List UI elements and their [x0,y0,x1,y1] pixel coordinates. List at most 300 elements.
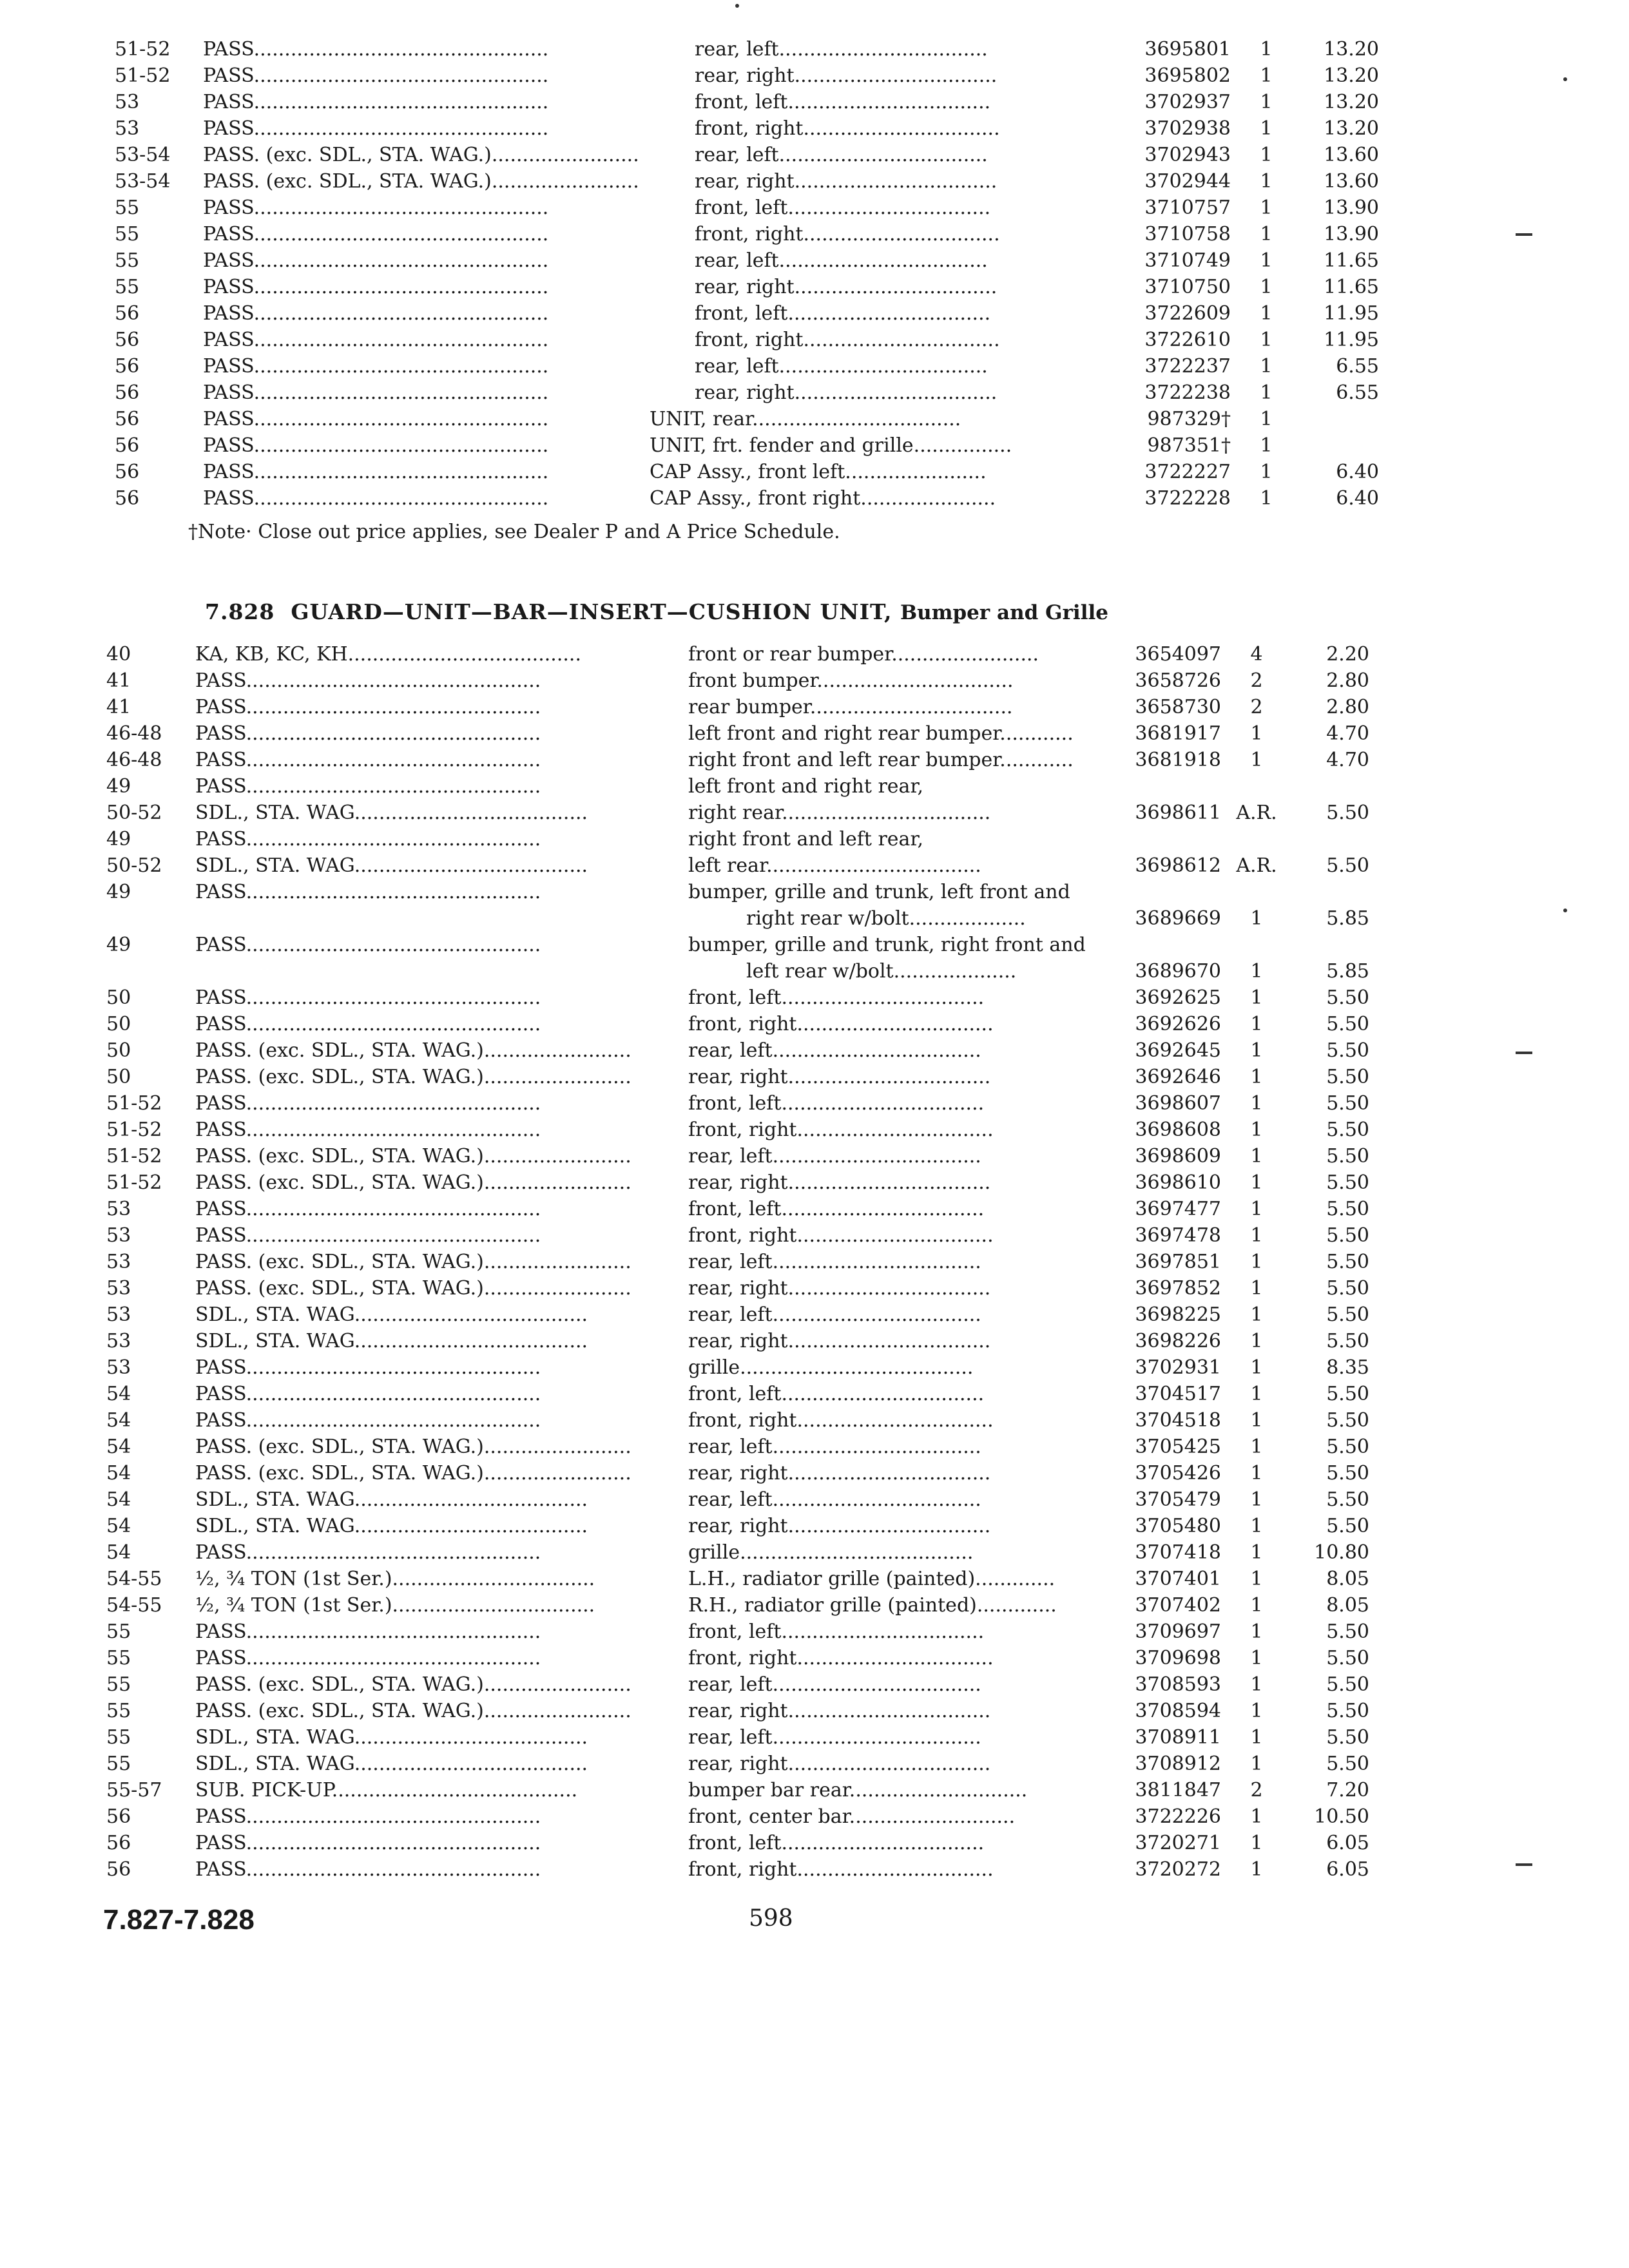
price-cell: 5.50 [1326,1409,1369,1432]
quantity-cell: 1 [1250,1858,1263,1881]
table-row [0,1328,1629,1354]
model-cell: PASS................................................ [195,1858,541,1881]
description-cell: rear, right................................. [688,1277,991,1300]
table-row [0,694,1629,720]
model-cell: PASS................................................ [203,64,549,87]
table-row [0,380,1629,406]
quantity-cell: 1 [1260,276,1273,298]
scan-margin-mark [1516,1052,1532,1054]
description-cell: rear, right................................. [688,1066,991,1088]
quantity-cell: A.R. [1236,802,1277,824]
table-row [0,852,1629,879]
part-number-cell: 3698611 [1135,802,1221,824]
quantity-cell: 1 [1260,197,1273,219]
table-row [0,932,1629,985]
model-cell: PASS. (exc. SDL., STA. WAG.)........................ [195,1066,631,1088]
table-row [0,879,1629,932]
part-number-cell: 3689670 [1135,960,1221,983]
year-cell: 50 [106,986,131,1009]
year-cell: 55 [106,1620,131,1643]
description-cell: L.H., radiator grille (painted)............. [688,1568,1055,1590]
description-cell: front, left................................. [695,91,991,113]
part-number-cell: 3708911 [1135,1726,1221,1749]
description-cell: front, right................................ [688,1224,994,1247]
part-number-cell: 3811847 [1135,1779,1221,1802]
description-cell: left rear................................... [688,854,981,877]
part-number-cell: 3654097 [1135,643,1221,666]
table-row [0,1777,1629,1803]
model-cell: PASS................................................ [203,487,549,510]
table-row [0,36,1629,62]
part-number-cell: 3707402 [1135,1594,1221,1617]
part-number-cell: 3702931 [1135,1356,1221,1379]
quantity-cell: 1 [1250,1224,1263,1247]
price-cell: 5.50 [1326,1039,1369,1062]
model-cell: SDL., STA. WAG...................................... [195,1515,588,1537]
table-row [0,432,1629,459]
year-cell: 56 [115,381,140,404]
part-number-cell: 3722228 [1144,487,1231,510]
table-row [0,115,1629,142]
price-cell: 5.50 [1326,1753,1369,1775]
model-cell: PASS. (exc. SDL., STA. WAG.)........................ [195,1462,631,1485]
model-cell: PASS................................................ [195,775,541,798]
quantity-cell: 1 [1260,487,1273,510]
description-line: bumper, grille and trunk, right front and [688,934,1086,956]
price-cell: 5.85 [1326,907,1369,930]
price-cell: 5.50 [1326,1119,1369,1141]
description-cell [688,932,1159,985]
year-cell: 53 [106,1330,131,1352]
table-row [0,327,1629,353]
year-cell: 53 [106,1356,131,1379]
part-number-cell: 3702944 [1144,170,1231,193]
model-cell: PASS. (exc. SDL., STA. WAG.)........................ [195,1277,631,1300]
quantity-cell: 1 [1260,223,1273,245]
price-cell: 5.50 [1326,1330,1369,1352]
quantity-cell: 1 [1250,1647,1263,1669]
table-row [0,826,1629,852]
price-cell: 5.50 [1326,1277,1369,1300]
description-cell: rear, left.................................. [688,1436,981,1458]
part-number-cell: 3704518 [1135,1409,1221,1432]
part-number-cell: 3705426 [1135,1462,1221,1485]
description-cell [688,879,1159,932]
table-row [0,1698,1629,1724]
description-cell: CAP Assy., front right...................... [650,487,996,510]
year-cell: 50-52 [106,854,162,877]
part-number-cell: 3710757 [1144,197,1231,219]
year-cell: 50-52 [106,802,162,824]
table-row [0,747,1629,773]
price-cell: 5.50 [1326,854,1369,877]
quantity-cell: 2 [1250,696,1263,718]
description-cell: left front and right rear bumper............ [688,722,1074,745]
quantity-cell: 1 [1250,1620,1263,1643]
quantity-cell: 1 [1250,1673,1263,1696]
year-cell: 53 [115,91,140,113]
section-heading-7-828 [205,599,1108,624]
description-cell: rear, left.................................. [688,1251,981,1273]
table-row [0,62,1629,89]
price-cell: 5.50 [1326,1726,1369,1749]
description-cell: front, center bar........................... [688,1805,1016,1828]
part-number-cell: 3709698 [1135,1647,1221,1669]
model-cell: PASS. (exc. SDL., STA. WAG.)........................ [203,144,639,166]
price-cell: 6.05 [1326,1832,1369,1854]
model-cell: PASS................................................ [195,696,541,718]
model-cell: SDL., STA. WAG...................................... [195,1303,588,1326]
table-row [0,668,1629,694]
scan-speck [1563,908,1567,912]
table-row [0,1645,1629,1671]
price-cell: 5.50 [1326,1700,1369,1722]
model-cell: PASS................................................ [195,749,541,771]
part-number-cell: 3705425 [1135,1436,1221,1458]
quantity-cell: 1 [1250,1409,1263,1432]
quantity-cell: 1 [1260,329,1273,351]
description-cell: front, left................................. [688,1383,985,1405]
quantity-cell: 4 [1250,643,1263,666]
quantity-cell: 1 [1250,749,1263,771]
quantity-cell: 1 [1250,1462,1263,1485]
model-cell: PASS................................................ [203,117,549,140]
scan-margin-mark [1516,1863,1532,1866]
part-number-cell: 3705479 [1135,1488,1221,1511]
description-cell: rear, left.................................. [695,38,988,61]
price-cell: 5.50 [1326,1673,1369,1696]
table-row [0,89,1629,115]
table-row [0,1671,1629,1698]
part-number-cell: 987329† [1147,408,1231,430]
part-number-cell: 3697851 [1135,1251,1221,1273]
price-cell: 7.20 [1326,1779,1369,1802]
part-number-cell: 3658726 [1135,669,1221,692]
table-row [0,1275,1629,1302]
description-cell: rear, right................................. [688,1700,991,1722]
model-cell: PASS................................................ [195,722,541,745]
model-cell: PASS................................................ [203,381,549,404]
description-cell: rear, left.................................. [695,355,988,378]
price-cell: 5.50 [1326,1066,1369,1088]
table-row [0,1381,1629,1407]
year-cell: 50 [106,1066,131,1088]
part-number-cell: 3707401 [1135,1568,1221,1590]
model-cell: PASS. (exc. SDL., STA. WAG.)........................ [195,1673,631,1696]
description-cell: right front and left rear bumper............ [688,749,1074,771]
description-line: bumper, grille and trunk, left front and [688,881,1070,903]
price-cell: 2.20 [1326,643,1369,666]
quantity-cell: 1 [1260,64,1273,87]
year-cell: 54 [106,1488,131,1511]
model-cell: SDL., STA. WAG...................................... [195,802,588,824]
table-row [0,300,1629,327]
table-row [0,247,1629,274]
table-row [0,485,1629,512]
part-number-cell: 3702937 [1144,91,1231,113]
price-cell: 5.50 [1326,802,1369,824]
price-cell: 5.50 [1326,1515,1369,1537]
description-line: right rear w/bolt................... [746,907,1026,930]
year-cell: 54 [106,1462,131,1485]
part-number-cell: 3689669 [1135,907,1221,930]
table-row [0,274,1629,300]
price-cell: 5.50 [1326,1303,1369,1326]
table-row [0,1196,1629,1222]
model-cell: PASS................................................ [195,986,541,1009]
part-number-cell: 3710758 [1144,223,1231,245]
model-cell: SDL., STA. WAG...................................... [195,1330,588,1352]
description-cell: front, right................................ [688,1409,994,1432]
price-cell: 13.20 [1324,117,1379,140]
description-line: left rear w/bolt.................... [746,960,1017,983]
description-cell: CAP Assy., front left....................... [650,461,987,483]
model-cell: ½, ¾ TON (1st Ser.)................................. [195,1568,595,1590]
description-cell: front, right................................ [688,1013,994,1035]
price-cell: 13.60 [1324,144,1379,166]
description-cell: front, left................................. [695,197,991,219]
description-cell: rear, right................................. [688,1330,991,1352]
model-cell: SDL., STA. WAG...................................... [195,1726,588,1749]
model-cell: PASS................................................ [203,223,549,245]
price-cell: 5.50 [1326,1171,1369,1194]
model-cell: ½, ¾ TON (1st Ser.)................................. [195,1594,595,1617]
year-cell: 54 [106,1383,131,1405]
model-cell: PASS. (exc. SDL., STA. WAG.)........................ [203,170,639,193]
quantity-cell: 1 [1250,1303,1263,1326]
table-row [0,142,1629,168]
year-cell: 55 [106,1726,131,1749]
description-cell: front, right................................ [688,1858,994,1881]
part-number-cell: 3722227 [1144,461,1231,483]
year-cell: 56 [106,1805,131,1828]
year-cell: 49 [106,881,131,903]
part-number-cell: 3708593 [1135,1673,1221,1696]
quantity-cell: 1 [1260,434,1273,457]
quantity-cell: 1 [1250,960,1263,983]
description-cell: R.H., radiator grille (painted)............. [688,1594,1057,1617]
model-cell: PASS................................................ [195,1356,541,1379]
model-cell: PASS................................................ [195,1832,541,1854]
quantity-cell: 1 [1250,1277,1263,1300]
table-row [0,1566,1629,1592]
part-number-cell: 3697852 [1135,1277,1221,1300]
description-cell: UNIT, frt. fender and grille................ [650,434,1012,457]
price-cell: 11.95 [1324,302,1379,325]
year-cell: 55 [106,1753,131,1775]
quantity-cell: 1 [1260,381,1273,404]
description-cell: rear, right................................. [695,170,998,193]
year-cell: 40 [106,643,131,666]
quantity-cell: 2 [1250,669,1263,692]
quantity-cell: 1 [1250,1515,1263,1537]
year-cell: 55-57 [106,1779,162,1802]
description-cell: rear, right................................. [688,1753,991,1775]
table-row [0,1856,1629,1883]
quantity-cell: 2 [1250,1779,1263,1802]
model-cell: PASS................................................ [195,1541,541,1564]
part-number-cell: 3698225 [1135,1303,1221,1326]
description-cell: front, left................................. [688,986,985,1009]
quantity-cell: 1 [1250,1541,1263,1564]
table-row [0,1037,1629,1064]
price-cell: 5.50 [1326,1198,1369,1220]
part-number-cell: 3720271 [1135,1832,1221,1854]
table-row [0,1407,1629,1434]
part-number-cell: 3707418 [1135,1541,1221,1564]
description-cell: rear, right................................. [688,1171,991,1194]
table-row [0,1460,1629,1486]
price-cell: 10.80 [1314,1541,1369,1564]
table-row [0,1724,1629,1751]
description-cell: front or rear bumper........................ [688,643,1039,666]
quantity-cell: 1 [1250,1568,1263,1590]
table-row [0,221,1629,247]
table-row [0,1513,1629,1539]
model-cell: PASS................................................ [203,461,549,483]
quantity-cell: 1 [1260,170,1273,193]
price-cell: 5.50 [1326,1224,1369,1247]
quantity-cell: 1 [1250,986,1263,1009]
quantity-cell: 1 [1250,1066,1263,1088]
model-cell: PASS................................................ [203,91,549,113]
model-cell: PASS. (exc. SDL., STA. WAG.)........................ [195,1171,631,1194]
model-cell: PASS................................................ [195,1647,541,1669]
section-title: GUARD—UNIT—BAR—INSERT—CUSHION UNIT, [291,599,892,624]
description-cell: front bumper................................ [688,669,1014,692]
price-cell: 13.20 [1324,91,1379,113]
table-row [0,1803,1629,1830]
description-cell: right rear.................................. [688,802,991,824]
price-cell: 13.60 [1324,170,1379,193]
quantity-cell: 1 [1250,1145,1263,1168]
description-cell: grille...................................... [688,1541,974,1564]
model-cell: PASS................................................ [203,355,549,378]
description-cell: front, right................................ [688,1647,994,1669]
part-number-cell: 3708594 [1135,1700,1221,1722]
quantity-cell: 1 [1250,1330,1263,1352]
part-number-cell: 3658730 [1135,696,1221,718]
part-number-cell: 3695801 [1144,38,1231,61]
description-cell: rear, left.................................. [688,1488,981,1511]
price-cell: 6.05 [1326,1858,1369,1881]
price-cell: 6.40 [1336,461,1379,483]
price-cell: 4.70 [1326,722,1369,745]
model-cell: PASS................................................ [195,828,541,850]
price-cell: 8.05 [1326,1594,1369,1617]
year-cell: 55 [115,223,140,245]
quantity-cell: 1 [1260,355,1273,378]
year-cell: 53 [106,1224,131,1247]
section-number: 7.828 [205,599,275,624]
year-cell: 51-52 [106,1119,162,1141]
model-cell: PASS. (exc. SDL., STA. WAG.)........................ [195,1700,631,1722]
table-row [0,720,1629,747]
part-number-cell: 3692626 [1135,1013,1221,1035]
table-row [0,1619,1629,1645]
table-row [0,459,1629,485]
quantity-cell: 1 [1260,461,1273,483]
description-cell: rear, left.................................. [695,144,988,166]
description-cell: rear, left.................................. [688,1673,981,1696]
model-cell: PASS................................................ [203,197,549,219]
description-cell: rear bumper................................. [688,696,1013,718]
price-cell: 5.50 [1326,1647,1369,1669]
year-cell: 51-52 [115,64,171,87]
quantity-cell: 1 [1250,1171,1263,1194]
quantity-cell: 1 [1250,1119,1263,1141]
table-row [0,641,1629,668]
model-cell: PASS................................................ [203,302,549,325]
year-cell: 54-55 [106,1568,162,1590]
description-cell: rear, left.................................. [695,249,988,272]
part-number-cell: 3705480 [1135,1515,1221,1537]
year-cell: 53 [106,1198,131,1220]
model-cell: PASS................................................ [203,38,549,61]
table-row [0,1249,1629,1275]
part-number-cell: 3710749 [1144,249,1231,272]
table-row [0,985,1629,1011]
table-row [0,1830,1629,1856]
description-cell: front, left................................. [695,302,991,325]
description-cell: rear, left.................................. [688,1726,981,1749]
quantity-cell: 1 [1260,302,1273,325]
price-cell: 5.85 [1326,960,1369,983]
quantity-cell: 1 [1260,117,1273,140]
part-number-cell: 3698610 [1135,1171,1221,1194]
table-row [0,800,1629,826]
model-cell: PASS................................................ [203,276,549,298]
description-cell: rear, right................................. [695,381,998,404]
model-cell: PASS................................................ [195,934,541,956]
year-cell: 55 [106,1700,131,1722]
quantity-cell: 1 [1250,1013,1263,1035]
year-cell: 55 [106,1647,131,1669]
model-cell: PASS................................................ [203,408,549,430]
table-row [0,1169,1629,1196]
model-cell: PASS................................................ [195,881,541,903]
table-row [0,1592,1629,1619]
part-number-cell: 3722226 [1135,1805,1221,1828]
part-number-cell: 3692646 [1135,1066,1221,1088]
model-cell: PASS................................................ [195,1620,541,1643]
year-cell: 41 [106,696,131,718]
quantity-cell: 1 [1260,38,1273,61]
price-cell: 13.90 [1324,223,1379,245]
scan-speck [735,4,739,8]
year-cell: 56 [115,408,140,430]
price-cell: 5.50 [1326,1383,1369,1405]
year-cell: 56 [106,1832,131,1854]
year-cell: 53-54 [115,170,171,193]
description-cell: rear, left.................................. [688,1145,981,1168]
table-row [0,1090,1629,1117]
price-cell: 10.50 [1314,1805,1369,1828]
model-cell: SDL., STA. WAG...................................... [195,1488,588,1511]
description-cell: left front and right rear, [688,775,924,798]
page-number: 598 [749,1905,793,1932]
quantity-cell: 1 [1250,1092,1263,1115]
model-cell: SUB. PICK-UP........................................ [195,1779,578,1802]
description-cell: UNIT, rear.................................. [650,408,961,430]
year-cell: 49 [106,775,131,798]
price-cell: 5.50 [1326,1013,1369,1035]
price-cell: 11.95 [1324,329,1379,351]
price-cell: 5.50 [1326,1620,1369,1643]
model-cell: PASS................................................ [195,1198,541,1220]
table-row [0,1539,1629,1566]
part-number-cell: 3698612 [1135,854,1221,877]
